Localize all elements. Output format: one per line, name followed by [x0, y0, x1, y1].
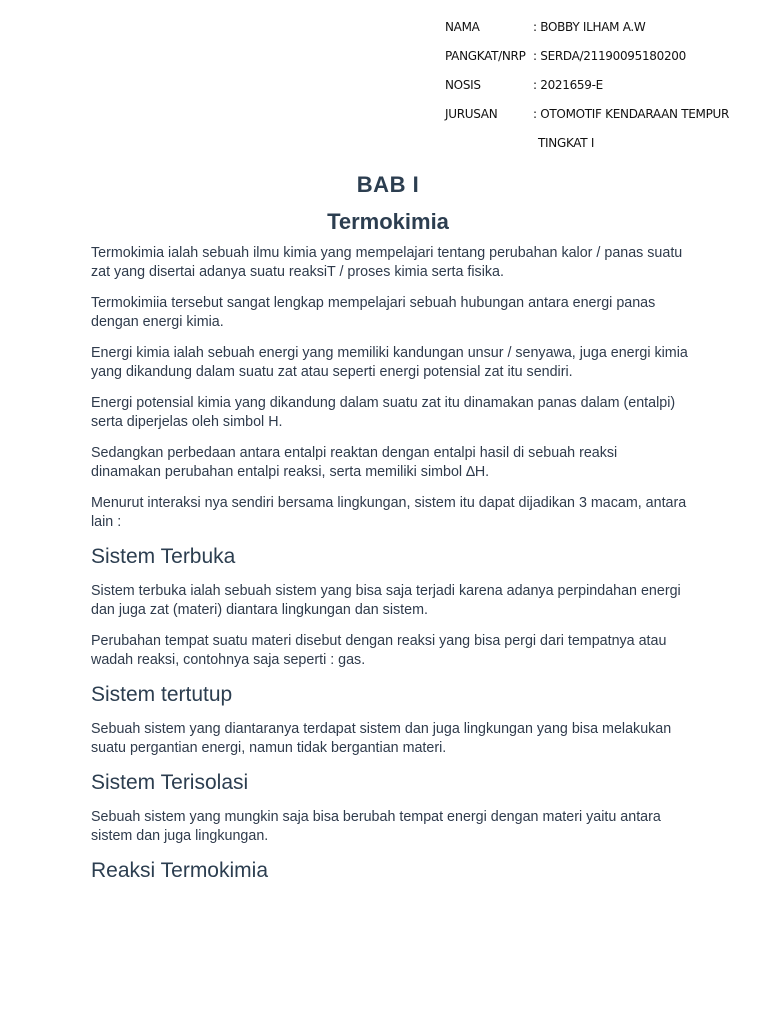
section-paragraph: Perubahan tempat suatu materi disebut dengan reaksi yang bisa pergi dari tempatnya atau wadah reaksi, contohnya saja seperti : gas.	[91, 633, 667, 668]
section-paragraph: Sistem terbuka ialah sebuah sistem yang bisa saja terjadi karena adanya perpindahan energi dan juga zat (materi) diantara lingkungan dan sistem.	[91, 583, 681, 618]
intro-paragraph: Menurut interaksi nya sendiri bersama lingkungan, sistem itu dapat dijadikan 3 macam, antara lain :	[91, 495, 687, 530]
section-heading-sistem-terisolasi: Sistem Terisolasi	[91, 771, 249, 794]
identity-label: NAMA	[445, 20, 480, 34]
identity-value: : OTOMOTIF KENDARAAN TEMPUR	[533, 107, 730, 121]
section-heading-sistem-terbuka: Sistem Terbuka	[91, 545, 236, 568]
section-paragraph: Sebuah sistem yang mungkin saja bisa berubah tempat energi dengan materi yaitu antara sistem dan juga lingkungan.	[91, 809, 661, 844]
section-heading-reaksi-termokimia: Reaksi Termokimia	[91, 859, 268, 882]
identity-value: : BOBBY ILHAM A.W	[533, 20, 646, 34]
intro-paragraph: Energi potensial kimia yang dikandung dalam suatu zat itu dinamakan panas dalam (entalpi) serta diperjelas oleh simbol H.	[91, 395, 676, 430]
section-paragraph: Sebuah sistem yang diantaranya terdapat sistem dan juga lingkungan yang bisa melakukan suatu pergantian energi, namun tidak bergantian materi.	[91, 721, 672, 756]
section-heading-sistem-tertutup: Sistem tertutup	[91, 683, 233, 706]
intro-paragraph: Termokimia ialah sebuah ilmu kimia yang mempelajari tentang perubahan kalor / panas suatu zat yang disertai adanya suatu reaksiT / proses kimia serta fisika.	[91, 245, 683, 280]
identity-continuation: TINGKAT I	[538, 136, 595, 150]
document-body	[91, 168, 691, 896]
identity-value: : SERDA/21190095180200	[533, 49, 686, 63]
identity-label: JURUSAN	[445, 107, 498, 121]
identity-row-nosis	[445, 71, 729, 100]
identity-row-pangkat	[445, 42, 729, 71]
identity-value: : 2021659-E	[533, 78, 603, 92]
identity-row-jurusan	[445, 100, 729, 129]
intro-paragraph: Sedangkan perbedaan antara entalpi reaktan dengan entalpi hasil di sebuah reaksi dinamakan perubahan entalpi reaksi, serta memiliki simbol ∆H.	[91, 445, 618, 480]
document-title: Termokimia	[327, 209, 449, 234]
identity-row-nama	[445, 13, 729, 42]
identity-row-tingkat	[445, 129, 729, 158]
identity-header	[445, 13, 729, 158]
chapter-heading: BAB I	[356, 172, 420, 197]
intro-paragraph: Termokimiia tersebut sangat lengkap mempelajari sebuah hubungan antara energi panas dengan energi kimia.	[91, 295, 656, 330]
intro-paragraph: Energi kimia ialah sebuah energi yang memiliki kandungan unsur / senyawa, juga energi kimia yang dikandung dalam suatu zat atau seperti energi potensial zat itu sendiri.	[91, 345, 688, 380]
identity-label: NOSIS	[445, 78, 481, 92]
identity-label: PANGKAT/NRP	[445, 49, 526, 63]
